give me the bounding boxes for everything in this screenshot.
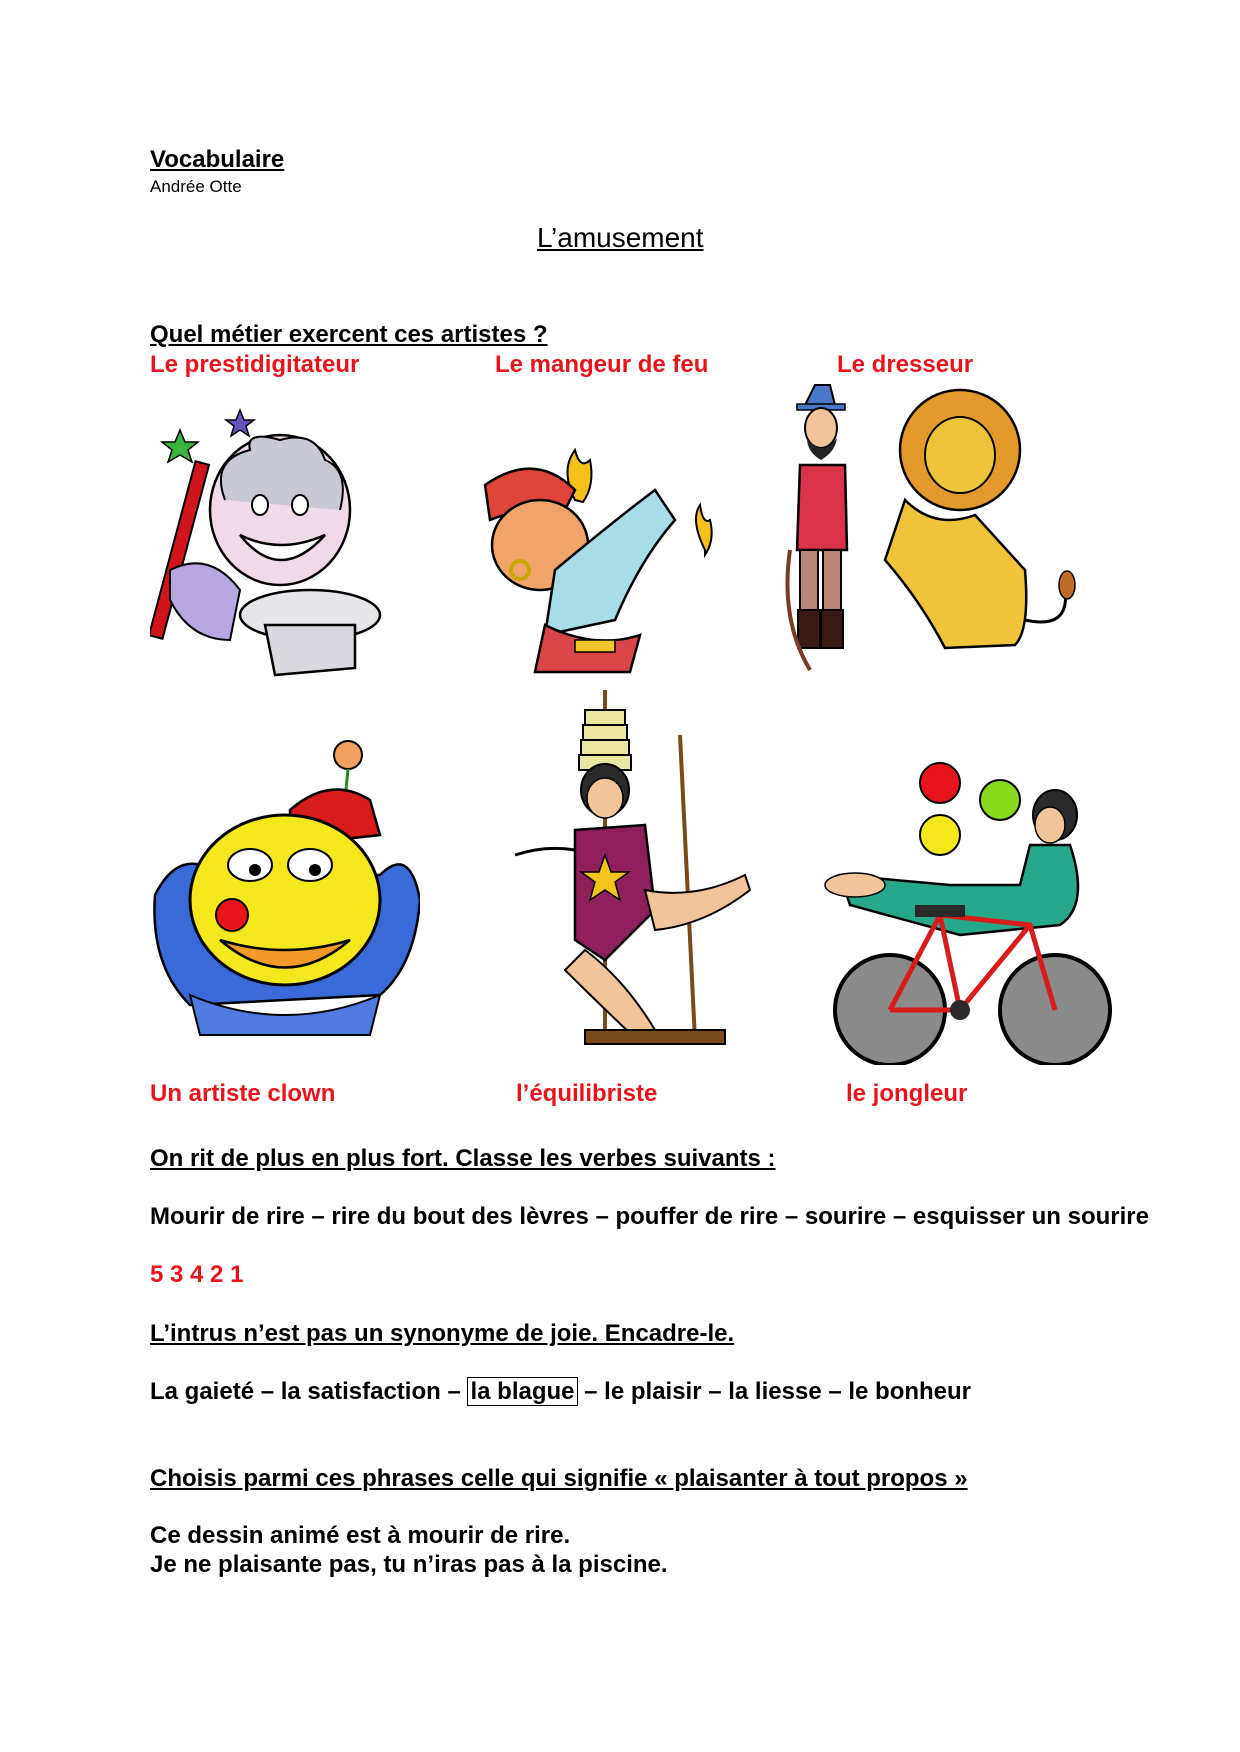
- synonyms-line: [150, 1378, 971, 1406]
- question-laugh: On rit de plus en plus fort. Classe les verbes suivants :: [150, 1145, 776, 1172]
- balancer-illustration: [505, 680, 775, 1060]
- label-juggler: le jongleur: [846, 1080, 968, 1107]
- subject-heading: Vocabulaire: [150, 146, 285, 173]
- sentence-2: Je ne plaisante pas, tu n’iras pas à la piscine.: [150, 1551, 668, 1578]
- label-fire-eater: Le mangeur de feu: [495, 351, 709, 378]
- verbs-list: Mourir de rire – rire du bout des lèvres – pouffer de rire – sourire – esquisser un sourire: [150, 1203, 1149, 1230]
- synonyms-after: – le plaisir – la liesse – le bonheur: [577, 1378, 972, 1405]
- label-tamer: Le dresseur: [837, 351, 974, 378]
- synonyms-before: La gaieté – la satisfaction –: [150, 1378, 468, 1405]
- label-magician: Le prestidigitateur: [150, 351, 360, 378]
- clown-illustration: [150, 735, 420, 1055]
- lion-tamer-illustration: [785, 380, 1085, 680]
- page-title: L’amusement: [537, 222, 704, 253]
- label-clown: Un artiste clown: [150, 1080, 336, 1107]
- author-name: Andrée Otte: [150, 177, 242, 196]
- label-balancer: l’équilibriste: [516, 1080, 658, 1107]
- question-intrus: L’intrus n’est pas un synonyme de joie. Encadre-le.: [150, 1320, 735, 1347]
- juggler-cyclist-illustration: [800, 755, 1120, 1065]
- answer-order: 5 3 4 2 1: [150, 1261, 244, 1288]
- boxed-intrus: la blague: [467, 1377, 577, 1406]
- fire-eater-illustration: [465, 410, 725, 680]
- magician-illustration: [150, 400, 390, 680]
- sentence-1: Ce dessin animé est à mourir de rire.: [150, 1522, 571, 1549]
- question-plaisanter: Choisis parmi ces phrases celle qui signifie « plaisanter à tout propos »: [150, 1465, 968, 1492]
- question-artists: Quel métier exercent ces artistes ?: [150, 321, 548, 348]
